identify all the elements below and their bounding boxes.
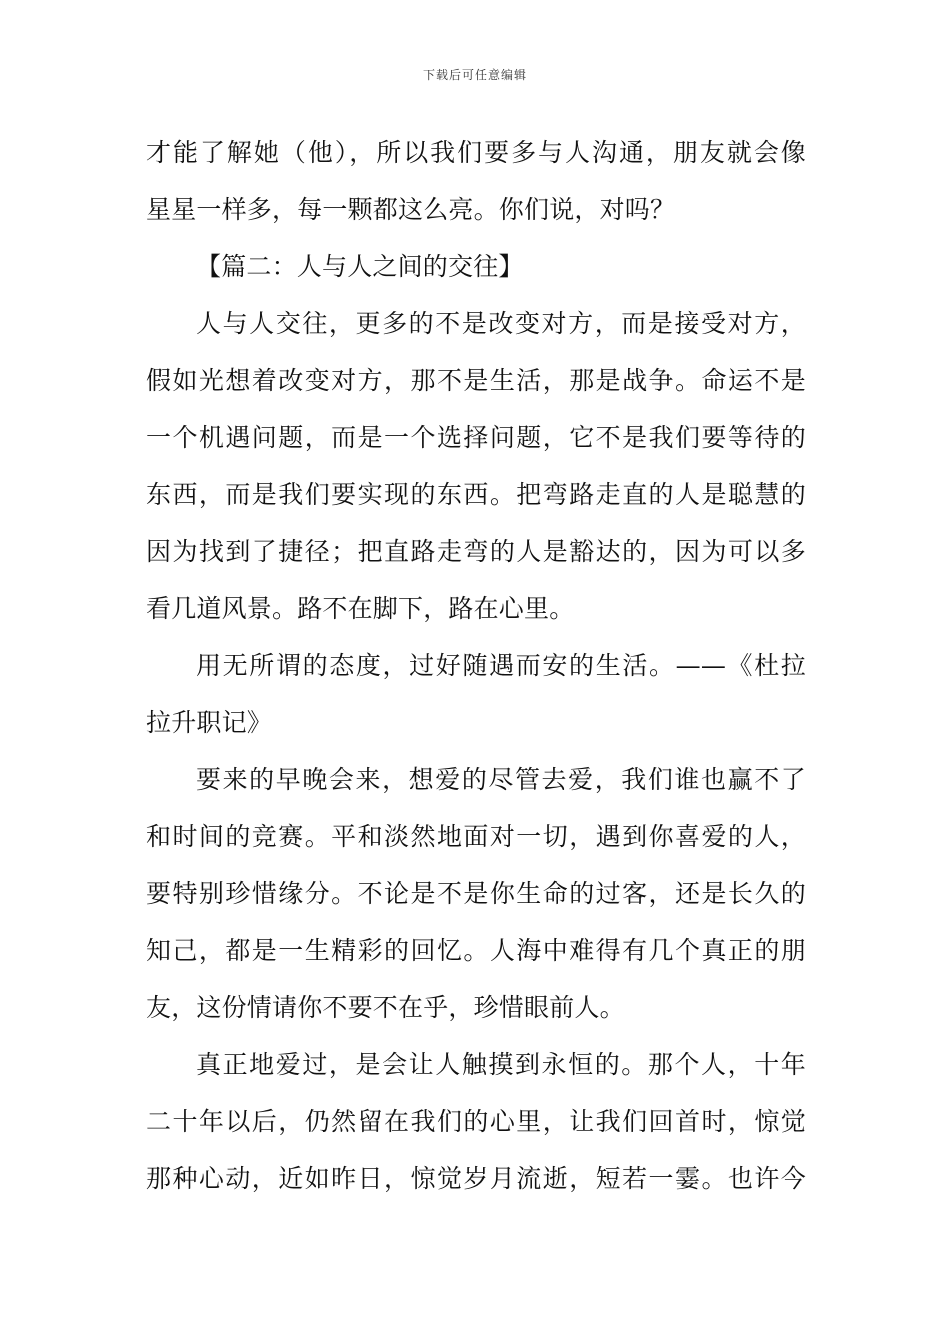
text-line: 一个机遇问题，而是一个选择问题，它不是我们要等待的 [146,423,806,452]
text-line: 假如光想着改变对方，那不是生活，那是战争。命运不是 [146,366,806,395]
text-line: 【篇二：人与人之间的交往】 [196,252,524,281]
text-line: 才能了解她（他），所以我们要多与人沟通，朋友就会像 [146,138,806,167]
text-line: 因为找到了捷径；把直路走弯的人是豁达的，因为可以多 [146,537,806,566]
page-header-note: 下载后可任意编辑 [422,68,527,82]
text-line: 人与人交往，更多的不是改变对方，而是接受对方， [196,309,806,338]
text-line: 知己，都是一生精彩的回忆。人海中难得有几个真正的朋 [146,936,806,965]
text-line: 拉升职记》 [146,708,273,737]
text-line: 用无所谓的态度，过好随遇而安的生活。——《杜拉 [196,651,806,680]
document-body [146,124,806,1207]
text-line: 和时间的竞赛。平和淡然地面对一切，遇到你喜爱的人， [146,822,806,851]
text-line: 东西，而是我们要实现的东西。把弯路走直的人是聪慧的 [146,480,806,509]
text-line: 友，这份情请你不要不在乎，珍惜眼前人。 [146,993,625,1022]
text-line: 那种心动，近如昨日，惊觉岁月流逝，短若一霎。也许今 [146,1164,806,1193]
text-line: 要特别珍惜缘分。不论是不是你生命的过客，还是长久的 [146,879,806,908]
text-line: 真正地爱过，是会让人触摸到永恒的。那个人，十年 [196,1050,806,1079]
text-line: 星星一样多，每一颗都这么亮。你们说，对吗？ [146,195,676,224]
text-line: 要来的早晚会来，想爱的尽管去爱，我们谁也赢不了 [196,765,806,794]
text-line: 看几道风景。路不在脚下，路在心里。 [146,594,575,623]
text-line: 二十年以后，仍然留在我们的心里，让我们回首时，惊觉 [146,1107,806,1136]
